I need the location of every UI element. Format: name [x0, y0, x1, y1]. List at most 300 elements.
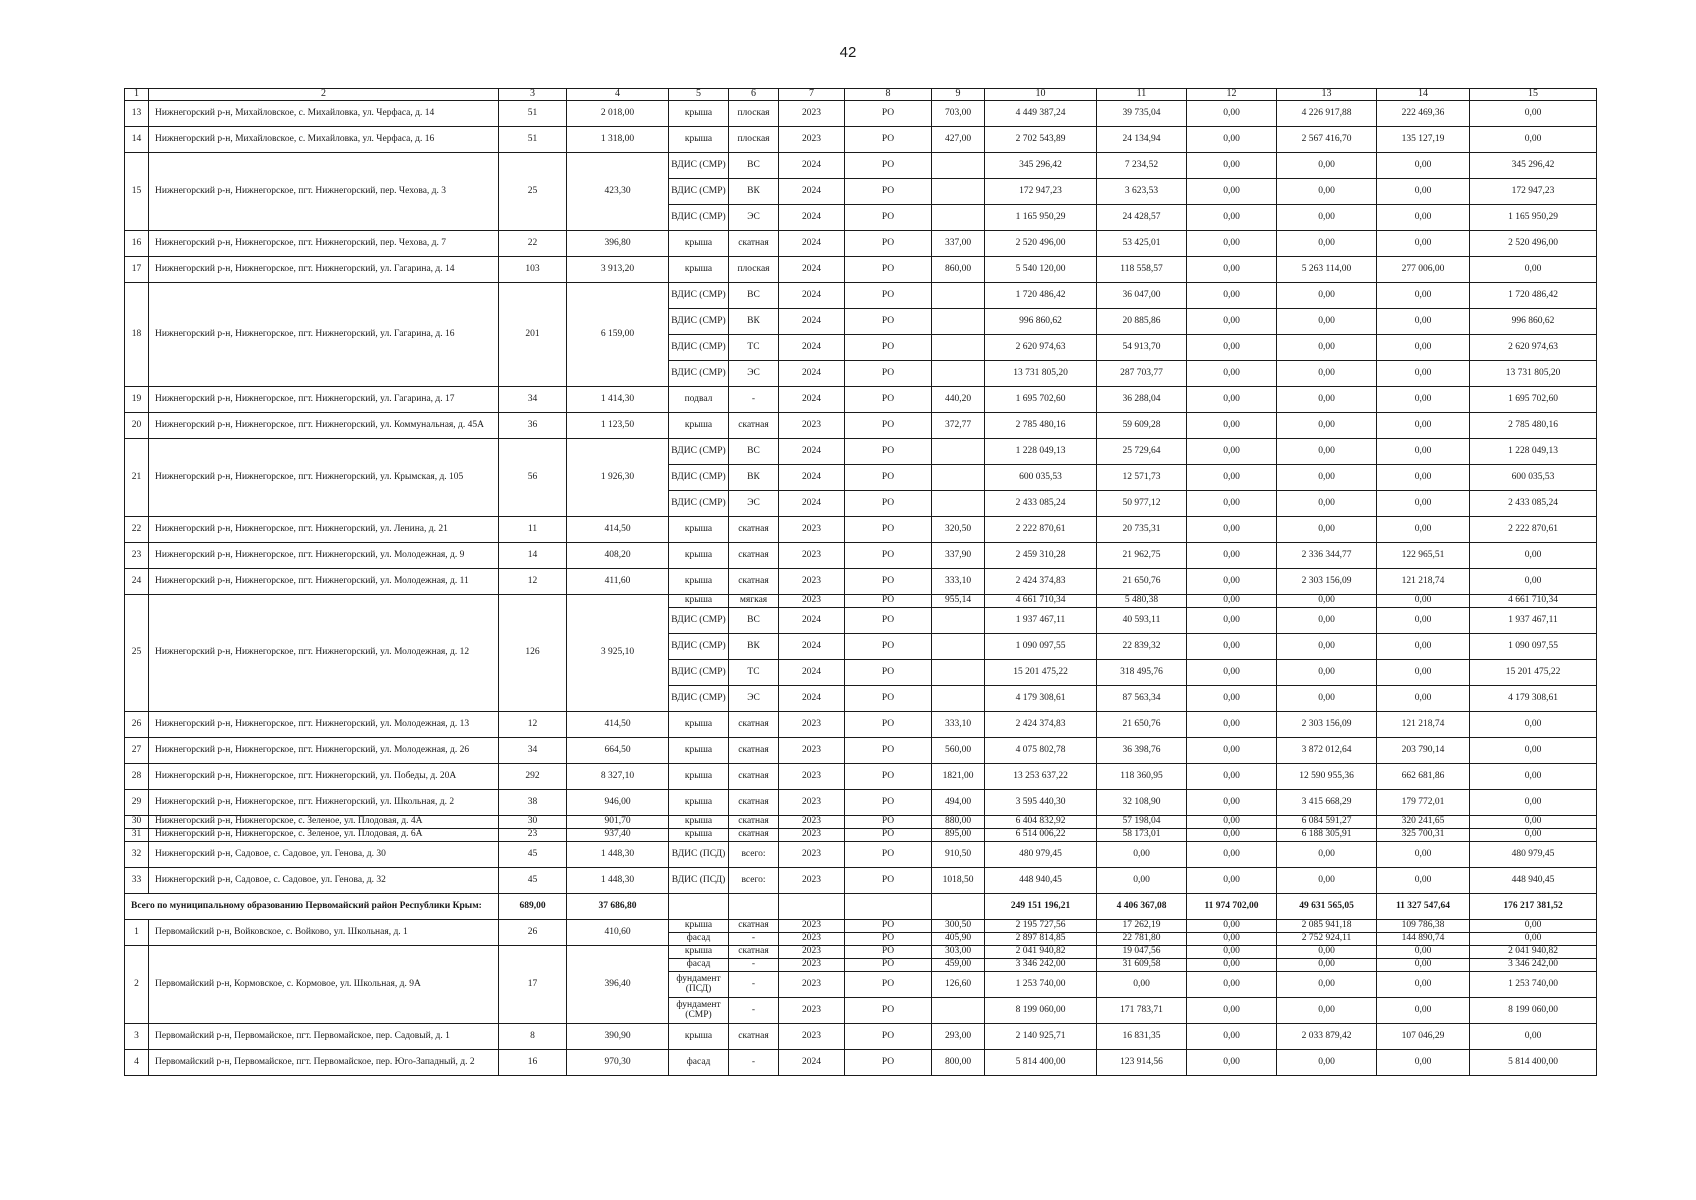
local-funds-cell: 0,00	[1377, 1050, 1470, 1076]
owner-funds-cell: 0,00	[1470, 816, 1597, 829]
year-cell: 2024	[779, 335, 845, 361]
local-funds-cell: 121 218,74	[1377, 712, 1470, 738]
owner-funds-cell: 0,00	[1470, 1024, 1597, 1050]
fund-cell: 0,00	[1187, 257, 1277, 283]
method-cell: РО	[845, 972, 932, 998]
regional-funds-cell: 6 188 305,91	[1277, 829, 1377, 842]
total-cost-cell: 2 620 974,63	[985, 335, 1097, 361]
address-cell: Нижнегорский р-н, Нижнегорское, пгт. Нижнегорский, ул. Молодежная, д. 12	[149, 595, 499, 712]
work-type-cell: крыша	[669, 790, 729, 816]
local-funds-cell: 0,00	[1377, 972, 1470, 998]
fund-cell: 0,00	[1187, 686, 1277, 712]
owner-funds-cell: 4 179 308,61	[1470, 686, 1597, 712]
work-type-cell: крыша	[669, 413, 729, 439]
area-cell: 937,40	[567, 829, 669, 842]
work-type-cell: фасад	[669, 959, 729, 972]
roof-type-cell: плоская	[729, 127, 779, 153]
year-cell: 2024	[779, 231, 845, 257]
roof-type-cell: всего:	[729, 842, 779, 868]
address-cell: Нижнегорский р-н, Нижнегорское, пгт. Нижнегорский, ул. Ленина, д. 21	[149, 517, 499, 543]
owner-funds-cell: 448 940,45	[1470, 868, 1597, 894]
total-cost-cell: 4 661 710,34	[985, 595, 1097, 608]
address-cell: Нижнегорский р-н, Нижнегорское, пгт. Нижнегорский, ул. Гагарина, д. 16	[149, 283, 499, 387]
area-cell: 901,70	[567, 816, 669, 829]
specific-cost-cell: 12 571,73	[1097, 465, 1187, 491]
local-funds-cell: 0,00	[1377, 179, 1470, 205]
total-cost-cell: 1 695 702,60	[985, 387, 1097, 413]
work-type-cell: ВДИС (СМР)	[669, 439, 729, 465]
residents-cell: 26	[499, 920, 567, 946]
total-cost-cell: 172 947,23	[985, 179, 1097, 205]
area-cell: 970,30	[567, 1050, 669, 1076]
volume-cell	[932, 335, 985, 361]
regional-funds-cell: 0,00	[1277, 686, 1377, 712]
empty-cell	[845, 894, 932, 920]
roof-type-cell: ТС	[729, 660, 779, 686]
specific-cost-cell: 25 729,64	[1097, 439, 1187, 465]
regional-funds-cell: 0,00	[1277, 959, 1377, 972]
regional-funds-cell: 0,00	[1277, 634, 1377, 660]
year-cell: 2024	[779, 465, 845, 491]
year-cell: 2023	[779, 764, 845, 790]
specific-cost-cell: 171 783,71	[1097, 998, 1187, 1024]
specific-cost-cell: 22 839,32	[1097, 634, 1187, 660]
local-funds-cell: 203 790,14	[1377, 738, 1470, 764]
empty-cell	[779, 894, 845, 920]
work-type-cell: крыша	[669, 595, 729, 608]
row-number-cell: 21	[125, 439, 149, 517]
address-cell: Нижнегорский р-н, Нижнегорское, пгт. Нижнегорский, ул. Молодежная, д. 13	[149, 712, 499, 738]
method-cell: РО	[845, 686, 932, 712]
roof-type-cell: скатная	[729, 517, 779, 543]
total-cost-cell: 6 514 006,22	[985, 829, 1097, 842]
year-cell: 2023	[779, 738, 845, 764]
address-cell: Нижнегорский р-н, Садовое, с. Садовое, ул. Генова, д. 32	[149, 868, 499, 894]
local-funds-cell: 0,00	[1377, 413, 1470, 439]
fund-cell: 0,00	[1187, 413, 1277, 439]
volume-cell: 372,77	[932, 413, 985, 439]
regional-funds-cell: 0,00	[1277, 413, 1377, 439]
row-number-cell: 13	[125, 101, 149, 127]
work-type-cell: ВДИС (ПСД)	[669, 842, 729, 868]
total-cost-cell: 996 860,62	[985, 309, 1097, 335]
fund-cell: 0,00	[1187, 829, 1277, 842]
work-type-cell: ВДИС (СМР)	[669, 153, 729, 179]
total-residents-cell: 689,00	[499, 894, 567, 920]
address-cell: Нижнегорский р-н, Нижнегорское, пгт. Нижнегорский, ул. Гагарина, д. 17	[149, 387, 499, 413]
specific-cost-cell: 0,00	[1097, 972, 1187, 998]
local-funds-cell: 0,00	[1377, 595, 1470, 608]
year-cell: 2023	[779, 998, 845, 1024]
regional-funds-cell: 0,00	[1277, 595, 1377, 608]
table-row	[125, 790, 1597, 816]
owner-funds-cell: 1 090 097,55	[1470, 634, 1597, 660]
total-cost-cell: 2 195 727,56	[985, 920, 1097, 933]
regional-funds-cell: 0,00	[1277, 205, 1377, 231]
year-cell: 2023	[779, 543, 845, 569]
regional-funds-cell: 0,00	[1277, 465, 1377, 491]
local-funds-cell: 0,00	[1377, 998, 1470, 1024]
year-cell: 2023	[779, 101, 845, 127]
year-cell: 2024	[779, 1050, 845, 1076]
specific-cost-cell: 57 198,04	[1097, 816, 1187, 829]
regional-funds-cell: 0,00	[1277, 179, 1377, 205]
total-cost-cell: 8 199 060,00	[985, 998, 1097, 1024]
year-cell: 2023	[779, 1024, 845, 1050]
residents-cell: 292	[499, 764, 567, 790]
year-cell: 2023	[779, 868, 845, 894]
work-type-cell: крыша	[669, 816, 729, 829]
local-funds-cell: 0,00	[1377, 946, 1470, 959]
owner-funds-cell: 2 222 870,61	[1470, 517, 1597, 543]
year-cell: 2024	[779, 179, 845, 205]
regional-funds-cell: 0,00	[1277, 387, 1377, 413]
address-cell: Нижнегорский р-н, Нижнегорское, пгт. Нижнегорский, ул. Гагарина, д. 14	[149, 257, 499, 283]
year-cell: 2023	[779, 829, 845, 842]
total-cost-cell: 1 090 097,55	[985, 634, 1097, 660]
owner-funds-cell: 0,00	[1470, 764, 1597, 790]
method-cell: РО	[845, 816, 932, 829]
area-cell: 2 018,00	[567, 101, 669, 127]
row-number-cell: 3	[125, 1024, 149, 1050]
method-cell: РО	[845, 465, 932, 491]
owner-funds-cell: 0,00	[1470, 569, 1597, 595]
fund-cell: 0,00	[1187, 101, 1277, 127]
total-cost-cell: 480 979,45	[985, 842, 1097, 868]
address-cell: Первомайский р-н, Кормовское, с. Кормовое, ул. Школьная, д. 9А	[149, 946, 499, 1024]
roof-type-cell: ЭС	[729, 686, 779, 712]
roof-type-cell: скатная	[729, 569, 779, 595]
owner-funds-cell: 0,00	[1470, 738, 1597, 764]
total-c11-cell: 4 406 367,08	[1097, 894, 1187, 920]
local-funds-cell: 0,00	[1377, 153, 1470, 179]
residents-cell: 23	[499, 829, 567, 842]
owner-funds-cell: 0,00	[1470, 933, 1597, 946]
total-cost-cell: 2 424 374,83	[985, 712, 1097, 738]
owner-funds-cell: 3 346 242,00	[1470, 959, 1597, 972]
year-cell: 2024	[779, 283, 845, 309]
residents-cell: 34	[499, 387, 567, 413]
table-row	[125, 127, 1597, 153]
row-number-cell: 30	[125, 816, 149, 829]
local-funds-cell: 0,00	[1377, 361, 1470, 387]
residents-cell: 25	[499, 153, 567, 231]
regional-funds-cell: 4 226 917,88	[1277, 101, 1377, 127]
local-funds-cell: 0,00	[1377, 439, 1470, 465]
address-cell: Нижнегорский р-н, Нижнегорское, пгт. Нижнегорский, ул. Победы, д. 20А	[149, 764, 499, 790]
fund-cell: 0,00	[1187, 920, 1277, 933]
volume-cell	[932, 491, 985, 517]
year-cell: 2024	[779, 257, 845, 283]
address-cell: Первомайский р-н, Первомайское, пгт. Первомайское, пер. Юго-Западный, д. 2	[149, 1050, 499, 1076]
regional-funds-cell: 0,00	[1277, 608, 1377, 634]
local-funds-cell: 0,00	[1377, 842, 1470, 868]
owner-funds-cell: 1 695 702,60	[1470, 387, 1597, 413]
year-cell: 2023	[779, 595, 845, 608]
year-cell: 2023	[779, 517, 845, 543]
area-cell: 1 318,00	[567, 127, 669, 153]
specific-cost-cell: 39 735,04	[1097, 101, 1187, 127]
regional-funds-cell: 0,00	[1277, 361, 1377, 387]
regional-funds-cell: 0,00	[1277, 946, 1377, 959]
col-header: 10	[985, 89, 1097, 101]
total-cost-cell: 448 940,45	[985, 868, 1097, 894]
volume-cell: 337,00	[932, 231, 985, 257]
method-cell: РО	[845, 387, 932, 413]
row-number-cell: 1	[125, 920, 149, 946]
column-number-row	[125, 89, 1597, 101]
total-cost-cell: 2 041 940,82	[985, 946, 1097, 959]
roof-type-cell: -	[729, 933, 779, 946]
work-type-cell: фасад	[669, 933, 729, 946]
address-cell: Нижнегорский р-н, Садовое, с. Садовое, ул. Генова, д. 30	[149, 842, 499, 868]
regional-funds-cell: 0,00	[1277, 439, 1377, 465]
area-cell: 396,40	[567, 946, 669, 1024]
specific-cost-cell: 36 398,76	[1097, 738, 1187, 764]
roof-type-cell: -	[729, 387, 779, 413]
local-funds-cell: 0,00	[1377, 335, 1470, 361]
year-cell: 2023	[779, 816, 845, 829]
regional-funds-cell: 6 084 591,27	[1277, 816, 1377, 829]
year-cell: 2023	[779, 569, 845, 595]
table-row	[125, 543, 1597, 569]
year-cell: 2024	[779, 309, 845, 335]
volume-cell	[932, 660, 985, 686]
regional-funds-cell: 5 263 114,00	[1277, 257, 1377, 283]
address-cell: Нижнегорский р-н, Нижнегорское, пгт. Нижнегорский, пер. Чехова, д. 3	[149, 153, 499, 231]
roof-type-cell: ТС	[729, 335, 779, 361]
local-funds-cell: 0,00	[1377, 231, 1470, 257]
table-row	[125, 868, 1597, 894]
method-cell: РО	[845, 283, 932, 309]
owner-funds-cell: 0,00	[1470, 920, 1597, 933]
specific-cost-cell: 53 425,01	[1097, 231, 1187, 257]
total-cost-cell: 2 520 496,00	[985, 231, 1097, 257]
fund-cell: 0,00	[1187, 205, 1277, 231]
roof-type-cell: скатная	[729, 816, 779, 829]
owner-funds-cell: 0,00	[1470, 127, 1597, 153]
specific-cost-cell: 318 495,76	[1097, 660, 1187, 686]
col-header: 2	[149, 89, 499, 101]
method-cell: РО	[845, 712, 932, 738]
total-cost-cell: 600 035,53	[985, 465, 1097, 491]
empty-cell	[729, 894, 779, 920]
roof-type-cell: скатная	[729, 413, 779, 439]
fund-cell: 0,00	[1187, 946, 1277, 959]
regional-funds-cell: 12 590 955,36	[1277, 764, 1377, 790]
table-row	[125, 153, 1597, 179]
work-type-cell: крыша	[669, 127, 729, 153]
specific-cost-cell: 36 288,04	[1097, 387, 1187, 413]
owner-funds-cell: 0,00	[1470, 829, 1597, 842]
roof-type-cell: ЭС	[729, 361, 779, 387]
row-number-cell: 25	[125, 595, 149, 712]
specific-cost-cell: 59 609,28	[1097, 413, 1187, 439]
volume-cell: 880,00	[932, 816, 985, 829]
total-cost-cell: 4 449 387,24	[985, 101, 1097, 127]
method-cell: РО	[845, 842, 932, 868]
work-type-cell: крыша	[669, 231, 729, 257]
fund-cell: 0,00	[1187, 790, 1277, 816]
year-cell: 2024	[779, 205, 845, 231]
owner-funds-cell: 0,00	[1470, 712, 1597, 738]
total-cost-cell: 5 540 120,00	[985, 257, 1097, 283]
specific-cost-cell: 58 173,01	[1097, 829, 1187, 842]
total-cost-cell: 13 731 805,20	[985, 361, 1097, 387]
fund-cell: 0,00	[1187, 387, 1277, 413]
work-type-cell: крыша	[669, 101, 729, 127]
local-funds-cell: 0,00	[1377, 387, 1470, 413]
fund-cell: 0,00	[1187, 283, 1277, 309]
fund-cell: 0,00	[1187, 439, 1277, 465]
method-cell: РО	[845, 608, 932, 634]
row-number-cell: 14	[125, 127, 149, 153]
total-area-cell: 37 686,80	[567, 894, 669, 920]
work-type-cell: крыша	[669, 946, 729, 959]
col-header: 3	[499, 89, 567, 101]
total-label-cell: Всего по муниципальному образованию Первомайский район Республики Крым:	[125, 894, 499, 920]
work-type-cell: крыша	[669, 920, 729, 933]
address-cell: Нижнегорский р-н, Нижнегорское, пгт. Нижнегорский, ул. Коммунальная, д. 45А	[149, 413, 499, 439]
work-type-cell: ВДИС (СМР)	[669, 283, 729, 309]
owner-funds-cell: 1 253 740,00	[1470, 972, 1597, 998]
table-row	[125, 413, 1597, 439]
row-number-cell: 23	[125, 543, 149, 569]
volume-cell: 1018,50	[932, 868, 985, 894]
total-cost-cell: 5 814 400,00	[985, 1050, 1097, 1076]
fund-cell: 0,00	[1187, 127, 1277, 153]
table-row	[125, 1024, 1597, 1050]
owner-funds-cell: 0,00	[1470, 101, 1597, 127]
year-cell: 2024	[779, 491, 845, 517]
row-number-cell: 16	[125, 231, 149, 257]
area-cell: 6 159,00	[567, 283, 669, 387]
residents-cell: 14	[499, 543, 567, 569]
regional-funds-cell: 0,00	[1277, 842, 1377, 868]
area-cell: 3 913,20	[567, 257, 669, 283]
col-header: 8	[845, 89, 932, 101]
roof-type-cell: скатная	[729, 790, 779, 816]
method-cell: РО	[845, 595, 932, 608]
table-row	[125, 101, 1597, 127]
residents-cell: 45	[499, 868, 567, 894]
row-number-cell: 29	[125, 790, 149, 816]
owner-funds-cell: 0,00	[1470, 257, 1597, 283]
regional-funds-cell: 2 033 879,42	[1277, 1024, 1377, 1050]
address-cell: Первомайский р-н, Первомайское, пгт. Первомайское, пер. Садовый, д. 1	[149, 1024, 499, 1050]
address-cell: Нижнегорский р-н, Михайловское, с. Михайловка, ул. Черфаса, д. 16	[149, 127, 499, 153]
owner-funds-cell: 2 785 480,16	[1470, 413, 1597, 439]
roof-type-cell: мягкая	[729, 595, 779, 608]
address-cell: Нижнегорский р-н, Нижнегорское, пгт. Нижнегорский, ул. Молодежная, д. 11	[149, 569, 499, 595]
year-cell: 2024	[779, 660, 845, 686]
total-cost-cell: 2 459 310,28	[985, 543, 1097, 569]
row-number-cell: 19	[125, 387, 149, 413]
empty-cell	[669, 894, 729, 920]
local-funds-cell: 0,00	[1377, 959, 1470, 972]
residents-cell: 126	[499, 595, 567, 712]
total-cost-cell: 2 222 870,61	[985, 517, 1097, 543]
district-total-row	[125, 894, 1597, 920]
volume-cell: 910,50	[932, 842, 985, 868]
owner-funds-cell: 996 860,62	[1470, 309, 1597, 335]
regional-funds-cell: 0,00	[1277, 153, 1377, 179]
method-cell: РО	[845, 1024, 932, 1050]
method-cell: РО	[845, 517, 932, 543]
col-header: 11	[1097, 89, 1187, 101]
roof-type-cell: ЭС	[729, 491, 779, 517]
area-cell: 1 414,30	[567, 387, 669, 413]
roof-type-cell: скатная	[729, 231, 779, 257]
method-cell: РО	[845, 413, 932, 439]
area-cell: 664,50	[567, 738, 669, 764]
col-header: 13	[1277, 89, 1377, 101]
owner-funds-cell: 2 620 974,63	[1470, 335, 1597, 361]
work-type-cell: ВДИС (СМР)	[669, 205, 729, 231]
fund-cell: 0,00	[1187, 543, 1277, 569]
residents-cell: 17	[499, 946, 567, 1024]
row-number-cell: 17	[125, 257, 149, 283]
table-row	[125, 738, 1597, 764]
table-row	[125, 517, 1597, 543]
owner-funds-cell: 172 947,23	[1470, 179, 1597, 205]
specific-cost-cell: 118 360,95	[1097, 764, 1187, 790]
local-funds-cell: 0,00	[1377, 283, 1470, 309]
roof-type-cell: скатная	[729, 1024, 779, 1050]
roof-type-cell: -	[729, 998, 779, 1024]
area-cell: 414,50	[567, 517, 669, 543]
year-cell: 2023	[779, 842, 845, 868]
specific-cost-cell: 36 047,00	[1097, 283, 1187, 309]
specific-cost-cell: 16 831,35	[1097, 1024, 1187, 1050]
fund-cell: 0,00	[1187, 816, 1277, 829]
owner-funds-cell: 1 720 486,42	[1470, 283, 1597, 309]
method-cell: РО	[845, 101, 932, 127]
specific-cost-cell: 50 977,12	[1097, 491, 1187, 517]
volume-cell: 560,00	[932, 738, 985, 764]
specific-cost-cell: 5 480,38	[1097, 595, 1187, 608]
address-cell: Нижнегорский р-н, Нижнегорское, пгт. Нижнегорский, ул. Молодежная, д. 9	[149, 543, 499, 569]
owner-funds-cell: 4 661 710,34	[1470, 595, 1597, 608]
year-cell: 2023	[779, 959, 845, 972]
method-cell: РО	[845, 959, 932, 972]
address-cell: Нижнегорский р-н, Нижнегорское, пгт. Нижнегорский, пер. Чехова, д. 7	[149, 231, 499, 257]
volume-cell: 300,50	[932, 920, 985, 933]
work-type-cell: крыша	[669, 712, 729, 738]
local-funds-cell: 135 127,19	[1377, 127, 1470, 153]
volume-cell: 333,10	[932, 569, 985, 595]
regional-funds-cell: 0,00	[1277, 868, 1377, 894]
specific-cost-cell: 87 563,34	[1097, 686, 1187, 712]
specific-cost-cell: 118 558,57	[1097, 257, 1187, 283]
work-type-cell: ВДИС (СМР)	[669, 361, 729, 387]
roof-type-cell: плоская	[729, 101, 779, 127]
year-cell: 2024	[779, 634, 845, 660]
row-number-cell: 24	[125, 569, 149, 595]
local-funds-cell: 0,00	[1377, 205, 1470, 231]
regional-funds-cell: 0,00	[1277, 660, 1377, 686]
work-type-cell: ВДИС (СМР)	[669, 465, 729, 491]
total-cost-cell: 4 179 308,61	[985, 686, 1097, 712]
row-number-cell: 26	[125, 712, 149, 738]
total-cost-cell: 3 595 440,30	[985, 790, 1097, 816]
total-cost-cell: 2 785 480,16	[985, 413, 1097, 439]
fund-cell: 0,00	[1187, 231, 1277, 257]
area-cell: 8 327,10	[567, 764, 669, 790]
fund-cell: 0,00	[1187, 712, 1277, 738]
method-cell: РО	[845, 868, 932, 894]
row-number-cell: 20	[125, 413, 149, 439]
